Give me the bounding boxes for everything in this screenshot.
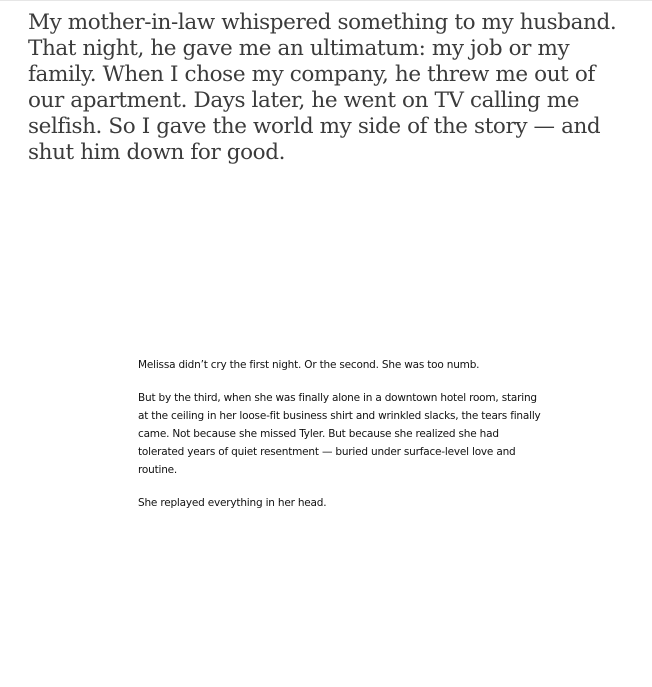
top-divider xyxy=(0,0,652,1)
paragraph: She replayed everything in her head. xyxy=(138,497,327,509)
article-body xyxy=(138,356,548,527)
article-headline: My mother-in-law whispered something to my husband. That night, he gave me an ultimatum: my job or my family. When I chose my company, he threw me out of our apartment. Days later, he went on TV calling me selfish. So I gave the world my side of the story — and shut him down for good. xyxy=(28,10,617,165)
paragraph: Melissa didn’t cry the first night. Or the second. She was too numb. xyxy=(138,359,480,371)
paragraph: But by the third, when she was finally alone in a downtown hotel room, staring at the ceiling in her loose-fit business shirt and wrinkled slacks, the tears finally came. Not because she missed Tyler. But because she realized she had tolerated years of quiet resentment — buried under surface-level love and routine. xyxy=(138,392,541,476)
